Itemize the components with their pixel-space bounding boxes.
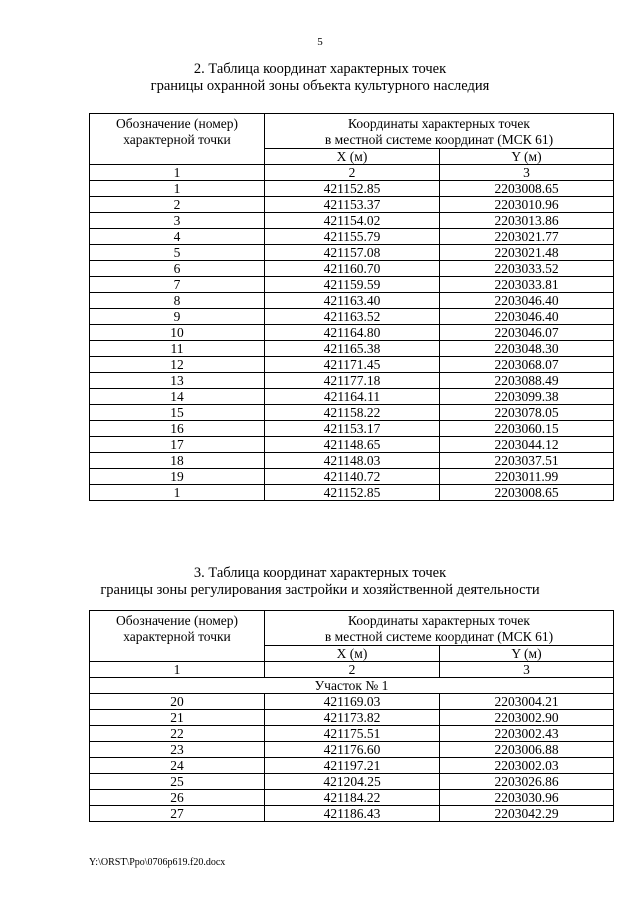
- table-row: [90, 710, 614, 726]
- table2-header-point: [90, 114, 265, 165]
- point-id-cell: 26: [90, 790, 265, 806]
- x-coordinate-cell: 421148.65: [265, 437, 440, 453]
- y-coordinate-cell: 2203048.30: [440, 341, 614, 357]
- y-coordinate-cell: 2203021.48: [440, 245, 614, 261]
- point-id-cell: 21: [90, 710, 265, 726]
- table-row: [90, 774, 614, 790]
- x-coordinate-cell: 421140.72: [265, 469, 440, 485]
- table3-header-x: X (м): [265, 646, 440, 662]
- y-coordinate-cell: 2203046.40: [440, 309, 614, 325]
- y-coordinate-cell: 2203060.15: [440, 421, 614, 437]
- x-coordinate-cell: 421184.22: [265, 790, 440, 806]
- x-coordinate-cell: 421173.82: [265, 710, 440, 726]
- x-coordinate-cell: 421152.85: [265, 485, 440, 501]
- y-coordinate-cell: 2203026.86: [440, 774, 614, 790]
- table3-header-point-line2: характерной точки: [123, 629, 231, 644]
- point-id-cell: 18: [90, 453, 265, 469]
- point-id-cell: 7: [90, 277, 265, 293]
- x-coordinate-cell: 421163.40: [265, 293, 440, 309]
- table3-colnum-1: 1: [90, 662, 265, 678]
- y-coordinate-cell: 2203042.29: [440, 806, 614, 822]
- point-id-cell: 5: [90, 245, 265, 261]
- y-coordinate-cell: 2203004.21: [440, 694, 614, 710]
- table-row: [90, 469, 614, 485]
- table-row: [90, 742, 614, 758]
- table-row: [90, 181, 614, 197]
- table-row: [90, 341, 614, 357]
- y-coordinate-cell: 2203099.38: [440, 389, 614, 405]
- point-id-cell: 12: [90, 357, 265, 373]
- point-id-cell: 6: [90, 261, 265, 277]
- y-coordinate-cell: 2203037.51: [440, 453, 614, 469]
- table2-colnum-1: 1: [90, 165, 265, 181]
- table-row: [90, 790, 614, 806]
- table-row: [90, 389, 614, 405]
- table3-title: [0, 565, 640, 599]
- x-coordinate-cell: 421159.59: [265, 277, 440, 293]
- y-coordinate-cell: 2203008.65: [440, 485, 614, 501]
- point-id-cell: 10: [90, 325, 265, 341]
- table3-title-line1: 3. Таблица координат характерных точек: [193, 565, 447, 581]
- y-coordinate-cell: 2203088.49: [440, 373, 614, 389]
- table2-header-coords-line1: Координаты характерных точек: [348, 116, 530, 131]
- point-id-cell: 16: [90, 421, 265, 437]
- x-coordinate-cell: 421152.85: [265, 181, 440, 197]
- point-id-cell: 23: [90, 742, 265, 758]
- table2-title-line2: границы охранной зоны объекта культурного наследия: [150, 78, 490, 94]
- point-id-cell: 17: [90, 437, 265, 453]
- y-coordinate-cell: 2203044.12: [440, 437, 614, 453]
- table-row: [90, 357, 614, 373]
- table-row: [90, 453, 614, 469]
- point-id-cell: 2: [90, 197, 265, 213]
- table-row: [90, 277, 614, 293]
- point-id-cell: 9: [90, 309, 265, 325]
- table-row: [90, 213, 614, 229]
- x-coordinate-cell: 421148.03: [265, 453, 440, 469]
- y-coordinate-cell: 2203013.86: [440, 213, 614, 229]
- table-row: [90, 421, 614, 437]
- table3-colnum-2: 2: [265, 662, 440, 678]
- point-id-cell: 24: [90, 758, 265, 774]
- y-coordinate-cell: 2203021.77: [440, 229, 614, 245]
- x-coordinate-cell: 421155.79: [265, 229, 440, 245]
- y-coordinate-cell: 2203046.07: [440, 325, 614, 341]
- table3-title-line2: границы зоны регулирования застройки и хозяйственной деятельности: [100, 582, 540, 598]
- point-id-cell: 22: [90, 726, 265, 742]
- point-id-cell: 14: [90, 389, 265, 405]
- point-id-cell: 8: [90, 293, 265, 309]
- table-row: [90, 373, 614, 389]
- x-coordinate-cell: 421153.37: [265, 197, 440, 213]
- table3-colnum-3: 3: [440, 662, 614, 678]
- table3-header-coords-line1: Координаты характерных точек: [348, 613, 530, 628]
- y-coordinate-cell: 2203030.96: [440, 790, 614, 806]
- point-id-cell: 25: [90, 774, 265, 790]
- y-coordinate-cell: 2203006.88: [440, 742, 614, 758]
- x-coordinate-cell: 421186.43: [265, 806, 440, 822]
- table2-header-coords: [265, 114, 614, 149]
- table-row: [90, 245, 614, 261]
- point-id-cell: 27: [90, 806, 265, 822]
- table3-header-point-line1: Обозначение (номер): [116, 613, 238, 628]
- x-coordinate-cell: 421163.52: [265, 309, 440, 325]
- x-coordinate-cell: 421158.22: [265, 405, 440, 421]
- table2-header-coords-line2: в местной системе координат (МСК 61): [324, 132, 554, 147]
- table2-header-point-line1: Обозначение (номер): [116, 116, 238, 131]
- table2-colnum-3: 3: [440, 165, 614, 181]
- table2-colnum-2: 2: [265, 165, 440, 181]
- y-coordinate-cell: 2203010.96: [440, 197, 614, 213]
- table-row: [90, 197, 614, 213]
- y-coordinate-cell: 2203033.52: [440, 261, 614, 277]
- x-coordinate-cell: 421165.38: [265, 341, 440, 357]
- table3-header-coords-line2: в местной системе координат (МСК 61): [324, 629, 554, 644]
- table2-title: [0, 61, 640, 95]
- table-row: [90, 261, 614, 277]
- table-row: [90, 309, 614, 325]
- x-coordinate-cell: 421164.11: [265, 389, 440, 405]
- x-coordinate-cell: 421171.45: [265, 357, 440, 373]
- x-coordinate-cell: 421154.02: [265, 213, 440, 229]
- table3-body: [90, 694, 614, 822]
- table-row: [90, 229, 614, 245]
- point-id-cell: 1: [90, 485, 265, 501]
- table-row: [90, 806, 614, 822]
- table3-section-label: Участок № 1: [90, 678, 614, 694]
- table-row: [90, 293, 614, 309]
- point-id-cell: 20: [90, 694, 265, 710]
- x-coordinate-cell: 421164.80: [265, 325, 440, 341]
- y-coordinate-cell: 2203011.99: [440, 469, 614, 485]
- table-row: [90, 325, 614, 341]
- x-coordinate-cell: 421177.18: [265, 373, 440, 389]
- point-id-cell: 4: [90, 229, 265, 245]
- table2-header-y: Y (м): [440, 149, 614, 165]
- table3-header-coords: [265, 611, 614, 646]
- x-coordinate-cell: 421153.17: [265, 421, 440, 437]
- y-coordinate-cell: 2203002.90: [440, 710, 614, 726]
- x-coordinate-cell: 421157.08: [265, 245, 440, 261]
- x-coordinate-cell: 421197.21: [265, 758, 440, 774]
- y-coordinate-cell: 2203068.07: [440, 357, 614, 373]
- table-row: [90, 485, 614, 501]
- page-number: 5: [317, 36, 323, 48]
- table-row: [90, 405, 614, 421]
- point-id-cell: 1: [90, 181, 265, 197]
- table3-coordinates: [89, 610, 614, 822]
- table2-body: [90, 181, 614, 501]
- point-id-cell: 15: [90, 405, 265, 421]
- x-coordinate-cell: 421175.51: [265, 726, 440, 742]
- x-coordinate-cell: 421169.03: [265, 694, 440, 710]
- point-id-cell: 11: [90, 341, 265, 357]
- point-id-cell: 19: [90, 469, 265, 485]
- y-coordinate-cell: 2203046.40: [440, 293, 614, 309]
- point-id-cell: 3: [90, 213, 265, 229]
- table-row: [90, 694, 614, 710]
- table3-header-y: Y (м): [440, 646, 614, 662]
- table2-header-point-line2: характерной точки: [123, 132, 231, 147]
- table2-header-x: X (м): [265, 149, 440, 165]
- x-coordinate-cell: 421204.25: [265, 774, 440, 790]
- point-id-cell: 13: [90, 373, 265, 389]
- y-coordinate-cell: 2203002.43: [440, 726, 614, 742]
- table-row: [90, 726, 614, 742]
- table-row: [90, 758, 614, 774]
- y-coordinate-cell: 2203078.05: [440, 405, 614, 421]
- table3-header-point: [90, 611, 265, 662]
- table2-coordinates: [89, 113, 614, 501]
- footer-file-path: Y:\ORST\Ppo\0706p619.f20.docx: [89, 857, 226, 868]
- table-row: [90, 437, 614, 453]
- y-coordinate-cell: 2203008.65: [440, 181, 614, 197]
- table2-title-line1: 2. Таблица координат характерных точек: [193, 61, 447, 77]
- x-coordinate-cell: 421176.60: [265, 742, 440, 758]
- y-coordinate-cell: 2203002.03: [440, 758, 614, 774]
- y-coordinate-cell: 2203033.81: [440, 277, 614, 293]
- x-coordinate-cell: 421160.70: [265, 261, 440, 277]
